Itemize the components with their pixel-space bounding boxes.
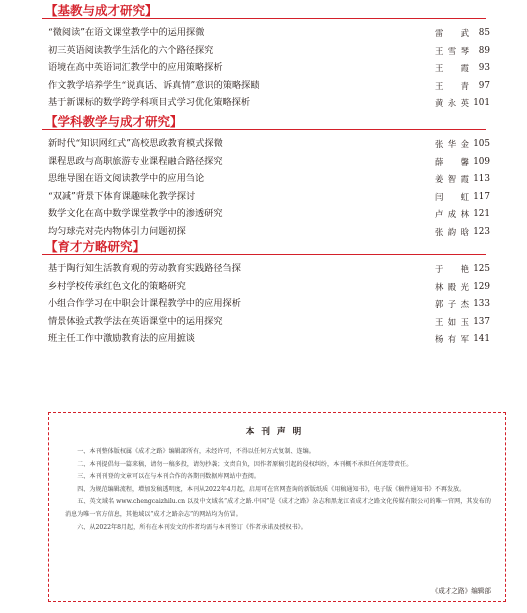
section-talent-strategy <box>42 238 490 349</box>
statement-paragraph: 三、本刊刊登的文章可以在与本刊合作的各期刊数据库网站中查阅。 <box>77 473 260 481</box>
entry-title[interactable]: 语境在高中英语词汇教学中的应用策略探析 <box>48 62 223 73</box>
entry-title[interactable]: 新时代“知识网红式”高校思政教育模式探微 <box>48 138 223 149</box>
entry-author: 王 青 <box>435 80 469 91</box>
toc-entry[interactable] <box>42 60 490 78</box>
entry-author: 卢成林 <box>435 209 469 219</box>
section-header <box>42 2 486 20</box>
section-header <box>42 113 486 131</box>
toc-entry[interactable] <box>42 43 490 61</box>
entry-author: 王 霞 <box>435 63 469 73</box>
entry-title[interactable]: 小组合作学习在中职会计课程教学中的应用探析 <box>48 298 241 309</box>
entry-list <box>42 136 490 241</box>
toc-entry[interactable] <box>42 95 490 113</box>
toc-entry[interactable] <box>42 296 490 314</box>
statement-paragraph: 四、为规范编辑流程，增加发稿透明度，本刊从2022年4月起，启用可在官网查询的新版纸质《用稿通知书》，电子版《稿件通知书》不再发放。 <box>77 485 466 493</box>
entry-title[interactable]: 班主任工作中激励教育法的应用摭谈 <box>48 333 195 344</box>
statement-signature: 《成才之路》编辑部 <box>431 587 491 595</box>
statement-paragraph: 六、从2022年8月起，所有在本刊发文的作者均需与本刊签订《作者承诺及授权书》。 <box>77 523 307 531</box>
entry-title[interactable]: 作文教学培养学生“说真话、诉真情”意识的策略探赜 <box>48 79 260 91</box>
entry-author: 薛 馨 <box>435 156 469 167</box>
toc-entry[interactable] <box>42 189 490 207</box>
journal-statement-box <box>48 412 506 602</box>
entry-author: 张华金 <box>435 139 469 149</box>
entry-author: 姜智霞 <box>435 174 469 184</box>
section-divider <box>42 254 486 255</box>
entry-page: 141 <box>473 334 490 344</box>
entry-list <box>42 261 490 349</box>
section-title: 【育才方略研究】 <box>45 239 146 254</box>
entry-title[interactable]: “双减”背景下体育课趣味化教学探讨 <box>48 190 196 202</box>
entry-page: 89 <box>478 45 490 56</box>
entry-page: 137 <box>473 316 490 327</box>
entry-page: 129 <box>473 281 490 292</box>
entry-title[interactable]: “微阅读”在语文课堂教学中的运用探微 <box>48 27 205 38</box>
entry-title[interactable]: 课程思政与高职旅游专业课程融合路径探究 <box>48 155 223 167</box>
section-divider <box>42 18 486 19</box>
toc-entry[interactable] <box>42 171 490 189</box>
entry-page: 117 <box>473 191 490 202</box>
entry-title[interactable]: 基于陶行知生活教育观的劳动教育实践路径刍探 <box>48 263 241 274</box>
entry-page: 123 <box>473 226 490 237</box>
entry-author: 雷 武 <box>435 28 469 38</box>
entry-page: 101 <box>473 98 490 108</box>
entry-title[interactable]: 初三英语阅读教学生活化的六个路径探究 <box>48 44 214 56</box>
entry-page: 93 <box>478 63 490 73</box>
toc-entry[interactable] <box>42 78 490 96</box>
entry-author: 黄永英 <box>435 98 469 108</box>
toc-entry[interactable] <box>42 261 490 279</box>
entry-page: 97 <box>478 80 490 91</box>
entry-page: 85 <box>478 28 490 38</box>
entry-author: 林殿光 <box>435 281 469 292</box>
toc-entry[interactable] <box>42 279 490 297</box>
entry-title[interactable]: 均匀球壳对壳内物体引力问题初探 <box>48 225 186 237</box>
section-title: 【学科教学与成才研究】 <box>45 114 183 129</box>
toc-entry[interactable] <box>42 136 490 154</box>
section-subject-teaching <box>42 113 490 241</box>
toc-entry[interactable] <box>42 25 490 43</box>
statement-paragraph: 二、本刊提倡每一篇来稿，请勿一稿多投，请勿抄袭；文责自负，因作者原稿引起的侵权纠纷，本刊概不承担任何连带责任。 <box>77 460 413 468</box>
section-basic-education <box>42 2 490 113</box>
toc-entry[interactable] <box>42 154 490 172</box>
statement-paragraph: 一、本刊整体版权属《成才之路》编辑部所有，未经许可，不得以任何方式复制、连编。 <box>77 448 315 455</box>
entry-title[interactable]: 数学文化在高中数学课堂教学中的渗透研究 <box>48 208 223 219</box>
entry-title[interactable]: 基于新课标的数学跨学科项目式学习优化策略探析 <box>48 97 251 108</box>
entry-author: 闫 虹 <box>435 191 469 202</box>
toc-entry[interactable] <box>42 331 490 349</box>
section-title: 【基教与成才研究】 <box>45 3 158 18</box>
entry-page: 121 <box>473 209 490 219</box>
section-divider <box>42 129 486 130</box>
toc-entry[interactable] <box>42 314 490 332</box>
entry-author: 郭子杰 <box>435 299 469 309</box>
entry-page: 113 <box>473 174 490 184</box>
entry-page: 133 <box>473 299 490 309</box>
statement-body <box>65 446 491 534</box>
entry-author: 王如玉 <box>435 316 469 327</box>
statement-title: 本刊声明 <box>245 427 309 437</box>
entry-list <box>42 25 490 113</box>
section-header <box>42 238 486 256</box>
entry-title[interactable]: 乡村学校传承红色文化的策略研究 <box>48 280 186 292</box>
entry-title[interactable]: 思维导图在语文阅读教学中的应用刍论 <box>48 173 205 184</box>
entry-title[interactable]: 情景体验式教学法在英语课堂中的运用探究 <box>48 315 223 327</box>
entry-page: 109 <box>473 156 490 167</box>
entry-author: 王雪琴 <box>435 45 469 56</box>
toc-entry[interactable] <box>42 206 490 224</box>
entry-author: 张韵晗 <box>435 226 469 237</box>
statement-paragraph: 五、英文域名 www.chengcaizhilu.cn 以及中文域名“成才之路.中国”是《成才之路》杂志和黑龙江省成才之路文化传媒有限公司的唯一官网，其发布的消息为唯一官方信息，其他域以“成才之路杂志”的网站均为仿冒。 <box>65 498 491 518</box>
entry-page: 125 <box>473 264 490 274</box>
entry-author: 于 艳 <box>435 264 469 274</box>
entry-author: 杨有军 <box>435 334 469 344</box>
entry-page: 105 <box>473 139 490 149</box>
